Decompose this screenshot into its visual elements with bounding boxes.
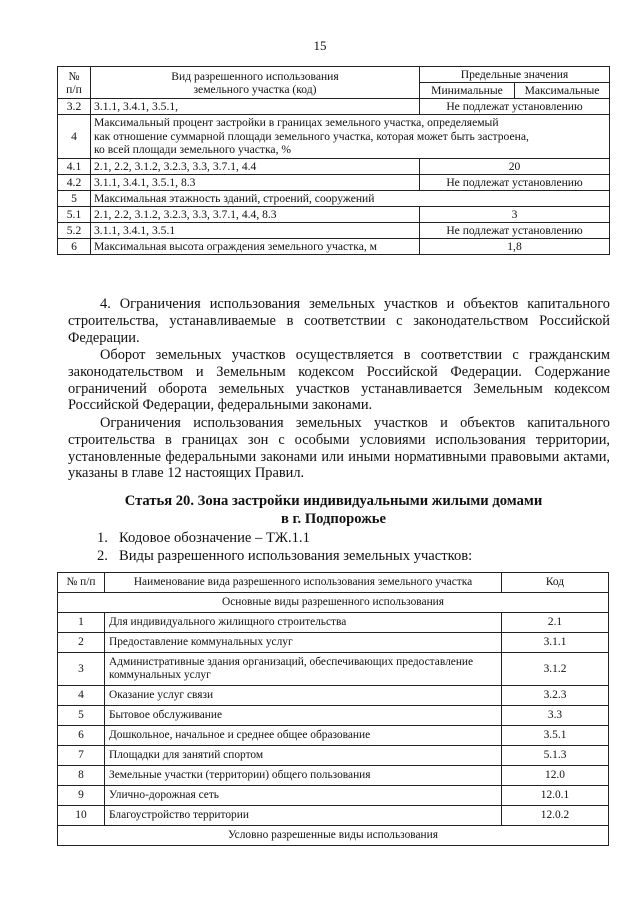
list-item-number: 2.	[97, 548, 108, 564]
row-code: 3.1.1	[502, 633, 609, 653]
row-num: 3.2	[58, 99, 91, 115]
row-code: 3.2.3	[502, 686, 609, 706]
row-value: Не подлежат установлению	[420, 99, 610, 115]
row-num: 1	[58, 613, 105, 633]
row-name: 3.1.1, 3.4.1, 3.5.1,	[91, 99, 420, 115]
row-code: 3.1.2	[502, 653, 609, 686]
header-min: Минимальные	[420, 83, 515, 99]
table-row	[58, 238, 610, 254]
row-name: Максимальный процент застройки в границах земельного участка, определяемый как отношение суммарной площади земельного участка, которая может быть застроена, ко всей площади земельного участка, %	[91, 115, 610, 159]
table-row	[58, 786, 609, 806]
row-value: 1,8	[420, 238, 610, 254]
table-row	[58, 99, 610, 115]
article-heading	[57, 492, 610, 528]
paragraph-turnover: Оборот земельных участков осуществляется в соответствии с гражданским законодательством и Земельным кодексом Российской Федерации. Содержание ограничений оборота земельных участков устанавливается Земельным кодексом Российской Федерации, федеральными законами.	[68, 347, 610, 414]
section-row	[58, 826, 609, 846]
row-num: 2	[58, 633, 105, 653]
article-heading-line2: в г. Подпорожье	[281, 511, 386, 527]
section-conditional-title: Условно разрешенные виды использования	[58, 826, 609, 846]
row-name: Административные здания организаций, обеспечивающих предоставление коммунальных услуг	[105, 653, 502, 686]
row-num: 4	[58, 115, 91, 159]
row-value: 20	[420, 158, 610, 174]
article-heading-line1: Статья 20. Зона застройки индивидуальными жилыми домами	[124, 493, 543, 509]
page-number: 15	[313, 38, 327, 53]
row-name: 2.1, 2.2, 3.1.2, 3.2.3, 3.3, 3.7.1, 4.4, 8.3	[91, 206, 420, 222]
row-name: Предоставление коммунальных услуг	[105, 633, 502, 653]
limits-table	[57, 66, 610, 255]
row-name: Площадки для занятий спортом	[105, 746, 502, 766]
list-item	[97, 548, 472, 565]
header-name: Наименование вида разрешенного использования земельного участка	[105, 573, 502, 593]
paragraph-special-zones: Ограничения использования земельных участков и объектов капитального строительства в границах зон с особыми условиями использования территории, установленные федеральными законами или иными нормативными правовыми актами, указаны в главе 12 настоящих Правил.	[68, 415, 610, 482]
row-code: 3.5.1	[502, 726, 609, 746]
table-row	[58, 686, 609, 706]
section-main-title: Основные виды разрешенного использования	[58, 593, 609, 613]
table-row	[58, 726, 609, 746]
table-row	[58, 746, 609, 766]
row-num: 6	[58, 238, 91, 254]
row-name: Улично-дорожная сеть	[105, 786, 502, 806]
row-num: 6	[58, 726, 105, 746]
row-name: 3.1.1, 3.4.1, 3.5.1, 8.3	[91, 174, 420, 190]
row-code: 12.0.2	[502, 806, 609, 826]
row-num: 5.2	[58, 222, 91, 238]
list-item-text: Кодовое обозначение – ТЖ.1.1	[119, 530, 310, 546]
table-row	[58, 115, 610, 159]
table-header-row	[58, 573, 609, 593]
row-num: 8	[58, 766, 105, 786]
table-row	[58, 206, 610, 222]
table-row	[58, 190, 610, 206]
header-name: Вид разрешенного использования земельного участка (код)	[91, 67, 420, 99]
row-code: 2.1	[502, 613, 609, 633]
table-row	[58, 706, 609, 726]
header-code: Код	[502, 573, 609, 593]
table-row	[58, 222, 610, 238]
row-num: 4.2	[58, 174, 91, 190]
row-name: Максимальная высота ограждения земельного участка, м	[91, 238, 420, 254]
row-name: Максимальная этажность зданий, строений, сооружений	[91, 190, 610, 206]
row-name: Благоустройство территории	[105, 806, 502, 826]
table-row	[58, 653, 609, 686]
list-item	[97, 530, 310, 547]
table-row	[58, 174, 610, 190]
row-name: Дошкольное, начальное и среднее общее образование	[105, 726, 502, 746]
row-value: Не подлежат установлению	[420, 174, 610, 190]
row-code: 12.0.1	[502, 786, 609, 806]
row-value: 3	[420, 206, 610, 222]
row-num: 10	[58, 806, 105, 826]
table-row	[58, 633, 609, 653]
list-item-text: Виды разрешенного использования земельных участков:	[119, 548, 473, 564]
section-row	[58, 593, 609, 613]
list-item-number: 1.	[97, 530, 108, 546]
table-header-row	[58, 67, 610, 83]
row-name: Для индивидуального жилищного строительства	[105, 613, 502, 633]
row-num: 4.1	[58, 158, 91, 174]
row-num: 5.1	[58, 206, 91, 222]
row-num: 9	[58, 786, 105, 806]
row-code: 3.3	[502, 706, 609, 726]
row-name: 2.1, 2.2, 3.1.2, 3.2.3, 3.3, 3.7.1, 4.4	[91, 158, 420, 174]
header-num: № п/п	[58, 67, 91, 99]
row-num: 5	[58, 190, 91, 206]
row-code: 5.1.3	[502, 746, 609, 766]
header-max: Максимальные	[515, 83, 610, 99]
row-name: 3.1.1, 3.4.1, 3.5.1	[91, 222, 420, 238]
row-value: Не подлежат установлению	[420, 222, 610, 238]
row-code: 12.0	[502, 766, 609, 786]
table-row	[58, 766, 609, 786]
permitted-uses-table	[57, 572, 609, 846]
table-row	[58, 806, 609, 826]
row-num: 4	[58, 686, 105, 706]
row-name: Земельные участки (территории) общего пользования	[105, 766, 502, 786]
header-limits: Предельные значения	[420, 67, 610, 83]
table-row	[58, 158, 610, 174]
row-num: 3	[58, 653, 105, 686]
row-num: 5	[58, 706, 105, 726]
row-num: 7	[58, 746, 105, 766]
row-name: Бытовое обслуживание	[105, 706, 502, 726]
row-name: Оказание услуг связи	[105, 686, 502, 706]
table-row	[58, 613, 609, 633]
paragraph-restrictions: 4. Ограничения использования земельных участков и объектов капитального строительства, устанавливаемые в соответствии с законодательством Российской Федерации.	[68, 296, 610, 346]
header-num: № п/п	[58, 573, 105, 593]
